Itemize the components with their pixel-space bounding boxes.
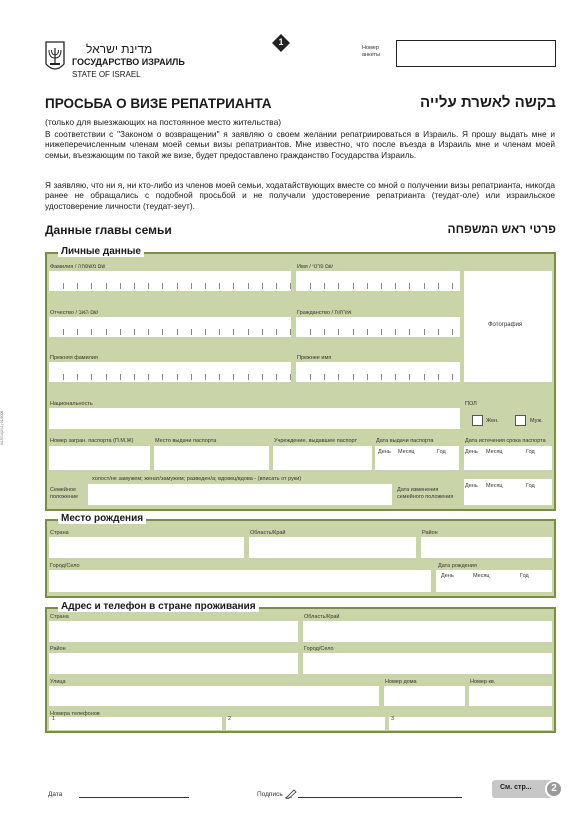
pen-icon bbox=[285, 786, 297, 796]
title-he: בקשה לאשרת עלייה bbox=[420, 94, 556, 111]
surname-field[interactable] bbox=[49, 271, 291, 291]
passport-authority-field[interactable] bbox=[273, 446, 372, 470]
surname-label: Фамилия / שם משפחה bbox=[50, 264, 106, 270]
prev-name-label: Прежнее имя bbox=[297, 355, 332, 361]
phone-2-field[interactable] bbox=[226, 717, 385, 730]
intro-subtitle: (только для выезжающих на постоянное место жительства) bbox=[45, 117, 282, 127]
issue-month-label: Месяц bbox=[398, 449, 415, 455]
phones-label: Номера телефонов bbox=[50, 711, 100, 717]
dob-month-label: Месяц bbox=[473, 573, 490, 579]
birth-country-label: Страна bbox=[50, 530, 69, 536]
phone-1-label: 1 bbox=[52, 716, 56, 722]
name-field[interactable] bbox=[296, 271, 460, 291]
expiry-day-label: День bbox=[465, 449, 478, 455]
date-label: Дата bbox=[48, 791, 63, 798]
birth-district-field[interactable] bbox=[421, 537, 552, 558]
passport-place-field[interactable] bbox=[154, 446, 269, 470]
prev-surname-field[interactable] bbox=[49, 362, 291, 382]
passport-no-field[interactable] bbox=[49, 446, 150, 470]
addr-district-field[interactable] bbox=[49, 653, 298, 674]
marital-month-label: Месяц bbox=[486, 483, 503, 489]
passport-no-label: Номер загран. паспорта (П.М.Ж) bbox=[50, 438, 134, 444]
birth-region-label: Область/Край bbox=[250, 530, 286, 536]
female-label: Жен. bbox=[486, 418, 499, 424]
citizenship-label: Гражданство / אזרחות bbox=[297, 310, 352, 316]
marital-field[interactable] bbox=[88, 484, 392, 505]
male-label: Муж. bbox=[530, 418, 543, 424]
street-field[interactable] bbox=[49, 686, 379, 706]
marital-label: Семейное положение bbox=[50, 487, 79, 500]
state-emblem-icon bbox=[44, 40, 66, 74]
page-number-badge: 1 bbox=[272, 34, 290, 52]
phone-2-label: 2 bbox=[228, 716, 232, 722]
issue-date-label: Дата выдачи паспорта bbox=[376, 438, 434, 444]
marital-day-label: День bbox=[465, 483, 478, 489]
marital-options-text: холост/не замужем; женат/замужем; разведен/а; вдовец/вдова - (вписать от руки) bbox=[92, 476, 302, 482]
birth-country-field[interactable] bbox=[49, 537, 244, 558]
title-ru: ПРОСЬБА О ВИЗЕ РЕПАТРИАНТА bbox=[45, 96, 272, 111]
prev-surname-label: Прежняя фамилия bbox=[50, 355, 98, 361]
expiry-date-label: Дата истечения срока паспорта bbox=[465, 438, 546, 444]
head-of-family-ru: Данные главы семьи bbox=[45, 223, 172, 237]
intro-paragraph-2: Я заявляю, что ни я, ни кто-либо из членов моей семьи, ходатайствующих вместе со мной о получении визы репатрианта, никогда ранее не обращались с подобной просьбой и не получали удостоверение репатрианта (теудат-оле) или израильское удостоверение личности (теудат-зеут). bbox=[45, 180, 555, 211]
expiry-month-label: Месяц bbox=[486, 449, 503, 455]
dob-year-label: Год bbox=[520, 573, 529, 579]
next-page-tab[interactable]: См. стр... bbox=[492, 780, 554, 798]
birth-title: Место рождения bbox=[58, 513, 146, 524]
apt-field[interactable] bbox=[469, 686, 552, 706]
addr-country-label: Страна bbox=[50, 614, 69, 620]
date-line[interactable] bbox=[79, 797, 189, 798]
phone-1-field[interactable] bbox=[49, 717, 222, 730]
passport-authority-label: Учреждение, выдавшее паспорт bbox=[274, 438, 357, 444]
nationality-label: Национальность bbox=[50, 401, 93, 407]
addr-city-label: Город/Село bbox=[304, 646, 334, 652]
hebrew-state-name: מדינת ישראל bbox=[86, 42, 153, 56]
sex-label: ПОЛ bbox=[465, 401, 477, 407]
apt-label: Номер кв. bbox=[470, 679, 496, 685]
next-page-badge: 2 bbox=[545, 780, 563, 798]
russian-state-name: ГОСУДАРСТВО ИЗРАИЛЬ bbox=[72, 57, 185, 67]
head-of-family-he: פרטי ראש המשפחה bbox=[447, 222, 556, 236]
phone-3-label: 3 bbox=[391, 716, 395, 722]
addr-city-field[interactable] bbox=[303, 653, 552, 674]
signature-line[interactable] bbox=[298, 797, 462, 798]
english-state-name: STATE OF ISRAEL bbox=[72, 70, 141, 79]
signature-label: Подпись bbox=[257, 791, 283, 798]
name-label: Имя / שם פרטי bbox=[297, 264, 333, 270]
expiry-year-label: Год bbox=[526, 449, 535, 455]
addr-district-label: Район bbox=[50, 646, 66, 652]
male-checkbox[interactable] bbox=[515, 415, 526, 426]
addr-region-label: Область/Край bbox=[304, 614, 340, 620]
passport-place-label: Место выдачи паспорта bbox=[155, 438, 217, 444]
street-label: Улица bbox=[50, 679, 66, 685]
house-field[interactable] bbox=[384, 686, 465, 706]
personal-title: Личные данные bbox=[58, 246, 144, 257]
nationality-field[interactable] bbox=[49, 408, 460, 429]
birth-city-field[interactable] bbox=[49, 570, 431, 592]
marital-change-label: Дата изменения семейного положения bbox=[397, 487, 454, 500]
address-title: Адрес и телефон в стране проживания bbox=[58, 601, 259, 612]
addr-country-field[interactable] bbox=[49, 621, 298, 642]
issue-year-label: Год bbox=[437, 449, 446, 455]
dob-label: Дата рождения bbox=[438, 563, 477, 569]
female-checkbox[interactable] bbox=[472, 415, 483, 426]
marital-year-label: Год bbox=[526, 483, 535, 489]
issue-day-label: День bbox=[378, 449, 391, 455]
intro-paragraph-1: В соответствии с "Законом о возвращении" я заявляю о своем желании репатриироваться в Израиль. Я прошу выдать мне и нижеперечисленным членам моей семьи визы репатриантов. Мне известно, что после въезда в Израиль мне и членам моей семьи, въезжающим по такой же визе, будет предоставлено гражданство Государства Израиль. bbox=[45, 129, 555, 160]
addr-region-field[interactable] bbox=[303, 621, 552, 642]
citizenship-field[interactable] bbox=[296, 317, 460, 337]
patronymic-field[interactable] bbox=[49, 317, 291, 337]
side-form-code: 04-5/14(2/11) 01/2008 bbox=[0, 410, 4, 445]
prev-name-field[interactable] bbox=[296, 362, 460, 382]
photo-label: Фотография bbox=[488, 322, 523, 328]
patronymic-label: Отчество / שם האב bbox=[50, 310, 99, 316]
phone-3-field[interactable] bbox=[389, 717, 552, 730]
birth-region-field[interactable] bbox=[249, 537, 416, 558]
birth-district-label: Район bbox=[422, 530, 438, 536]
dob-day-label: День bbox=[441, 573, 454, 579]
birth-city-label: Город/Село bbox=[50, 563, 80, 569]
form-number-label: Номер анкеты bbox=[362, 45, 380, 58]
form-number-field[interactable] bbox=[396, 40, 556, 67]
house-label: Номер дома bbox=[385, 679, 417, 685]
